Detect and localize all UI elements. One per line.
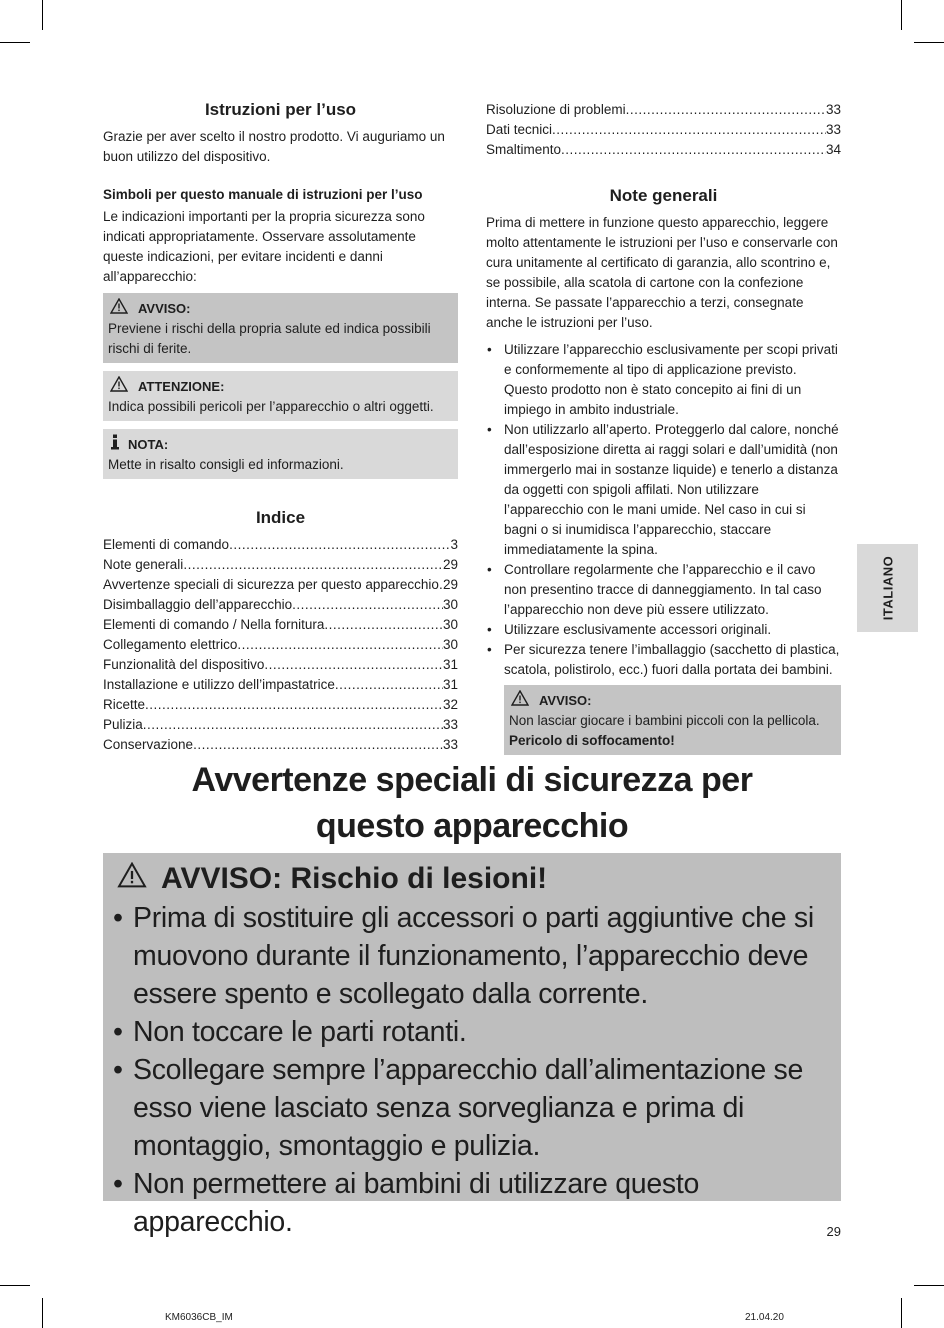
list-item: • Non permettere ai bambini di utilizzare questo apparecchio. [113,1165,831,1241]
left-column [103,100,458,755]
attenzione-box [103,371,458,421]
toc-row[interactable]: Smaltimento ..... 34 [486,140,841,160]
crop-mark [914,42,944,43]
special-title-line2: questo apparecchio [315,807,629,845]
info-icon [108,434,122,455]
toc-row[interactable]: Collegamento elettrico ..... 30 [103,635,458,655]
list-item: • Utilizzare esclusivamente accessori originali. [486,620,841,640]
toc-row[interactable]: Avvertenze speciali di sicurezza per questo apparecchio ..... 29 [103,575,458,595]
injury-warning-bullets [113,899,831,1241]
list-item: • Non toccare le parti rotanti. [113,1013,831,1051]
warning-text: Non lasciar giocare i bambini piccoli con la pellicola. [509,713,820,728]
symbols-title: Simboli per questo manuale di istruzioni per l’uso [103,187,423,202]
nota-text: Mette in risalto consigli ed informazioni. [108,457,344,472]
warning-triangle-icon [108,298,130,319]
toc-row[interactable]: Risoluzione di problemi ..... 33 [486,100,841,120]
crop-mark [0,1285,30,1286]
toc-row[interactable]: Conservazione ..... 33 [103,735,458,755]
attenzione-text: Indica possibili pericoli per l’apparecchio o altri oggetti. [108,399,434,414]
toc-row[interactable]: Installazione e utilizzo dell’impastatrice ..... 31 [103,675,458,695]
toc-row[interactable]: Funzionalità del dispositivo ..... 31 [103,655,458,675]
avviso-box [103,293,458,363]
toc-row[interactable]: Dati tecnici ..... 33 [486,120,841,140]
toc-row[interactable]: Elementi di comando / Nella fornitura ..... 30 [103,615,458,635]
list-item: • Per sicurezza tenere l’imballaggio (sacchetto di plastica, scatola, polistirolo, ecc.) fuori dalla portata dei bambini. [486,640,841,680]
injury-warning-title: AVVISO: Rischio di lesioni! [161,862,548,895]
toc-row[interactable]: Note generali ..... 29 [103,555,458,575]
page-number: 29 [826,1224,841,1239]
nota-box [103,429,458,479]
warning-label: AVVISO: [539,692,592,708]
warning-triangle-icon [509,690,531,711]
general-bullets [486,340,841,680]
index-list-continued [486,100,841,160]
general-title: Note generali [609,186,718,205]
toc-row[interactable]: Pulizia ..... 33 [103,715,458,735]
nota-label: NOTA: [128,436,169,452]
intro-text: Grazie per aver scelto il nostro prodotto. Vi auguriamo un buon utilizzo del dispositivo. [103,129,445,164]
index-title: Indice [255,508,306,527]
toc-row[interactable]: Disimballaggio dell’apparecchio ..... 30 [103,595,458,615]
general-text: Prima di mettere in funzione questo apparecchio, leggere molto attentamente le istruzioni per l’uso e conservarle con cura unitamente al certificato di garanzia, allo scontrino e, se possibile, alla scatola di cartone con la confezione interna. Se passate l’apparecchio a terzi, consegnate anche le istruzioni per l’uso. [486,215,838,330]
crop-mark [42,0,43,30]
warning-triangle-icon [108,376,130,397]
list-item: • Prima di sostituire gli accessori o parti aggiuntive che si muovono durante il funzionamento, l’apparecchio deve essere spento e scollegato dalla corrente. [113,899,831,1013]
crop-mark [42,1298,43,1328]
toc-row[interactable]: Ricette ..... 32 [103,695,458,715]
avviso-text: Previene i rischi della propria salute ed indica possibili rischi di ferite. [108,321,431,356]
footer-code: KM6036CB_IM [165,1312,233,1323]
index-list [103,535,458,755]
language-label: ITALIANO [880,555,895,621]
symbols-text: Le indicazioni importanti per la propria sicurezza sono indicati appropriatamente. Osservare assolutamente queste indicazioni, per evitare incidenti e danni all’apparecchio: [103,209,425,284]
warning-triangle-icon [117,859,147,899]
list-item: • Scollegare sempre l’apparecchio dall’alimentazione se esso viene lasciato senza sorveglianza e prima di montaggio, smontaggio e pulizia. [113,1051,831,1165]
special-title-line1: Avvertenze speciali di sicurezza per [191,761,753,799]
special-safety-title [103,757,841,849]
list-item: • Controllare regolarmente che l’apparecchio e il cavo non presentino tracce di danneggiamento. In tal caso l’apparecchio non deve più essere utilizzato. [486,560,841,620]
crop-mark [0,42,30,43]
crop-mark [901,0,902,30]
suffocation-warning-box [504,685,841,755]
crop-mark [914,1285,944,1286]
attenzione-label: ATTENZIONE: [138,378,225,394]
crop-mark [901,1298,902,1328]
language-tab [857,544,918,632]
list-item: • Utilizzare l’apparecchio esclusivamente per scopi privati e conformemente al tipo di applicazione previsto. Questo prodotto non è stato concepito ai fini di un impiego in ambito industriale. [486,340,841,420]
warning-bold-text: Pericolo di soffocamento! [509,733,675,748]
toc-row[interactable]: Elementi di comando ..... 3 [103,535,458,555]
intro-title: Istruzioni per l’uso [204,100,357,119]
footer-date: 21.04.20 [745,1312,784,1323]
right-column [486,100,841,755]
list-item: • Non utilizzarlo all’aperto. Proteggerlo dal calore, nonché dall’esposizione diretta ai raggi solari e dall’umidità (non immergerlo mai in sostanze liquide) e tenerlo a distanza da oggetti con spigoli affilati. Non utilizzare l’apparecchio con le mani umide. Nel caso in cui si bagni o si inumidisca l’apparecchio, staccare immediatamente la spina. [486,420,841,560]
avviso-label: AVVISO: [138,300,191,316]
